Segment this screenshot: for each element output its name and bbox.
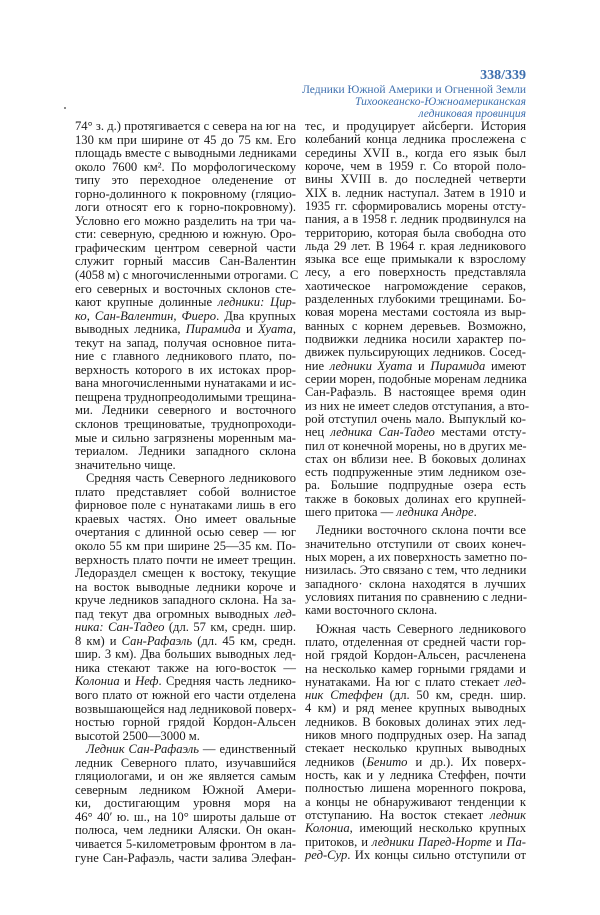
paragraph xyxy=(305,119,530,520)
text-run: ванных с корнем деревьев. Возможно, xyxy=(305,318,526,333)
text-run: на восток выводные ледники короче и xyxy=(75,579,296,594)
text-run: очертания с длинной осью север — юг xyxy=(75,525,296,540)
text-run: шир. 3 км). Два больших выводных лед- xyxy=(75,647,296,662)
italic-term: ник Стеффен xyxy=(305,688,383,703)
text-line xyxy=(75,608,296,622)
text-run: имеют xyxy=(485,358,526,373)
text-run: ной грядой Кордон-Альсен, расчленена xyxy=(305,648,526,663)
text-run: около 7600 км². По морфологическому xyxy=(75,159,296,174)
text-line xyxy=(75,418,296,432)
text-line xyxy=(75,120,296,134)
text-run: (дл. 50 км, средн. шир. xyxy=(382,688,526,703)
text-line xyxy=(305,538,526,551)
text-run: вана многочисленными нунатаками и ис- xyxy=(75,376,297,391)
text-line xyxy=(305,591,526,604)
text-line xyxy=(305,524,526,537)
text-run: Южная часть Северного ледникового xyxy=(316,621,526,636)
text-line xyxy=(75,852,296,866)
text-line xyxy=(75,486,296,500)
italic-term: ледника Сан-Тадео xyxy=(330,425,435,440)
text-line xyxy=(305,293,526,306)
text-line xyxy=(75,838,296,852)
text-run: отступанию. На восток стекает xyxy=(305,807,491,822)
text-run: фирновое поле с нунатаками лишь в его xyxy=(75,498,296,513)
text-run: XIX в. ледник наступал. Затем в 1910 и xyxy=(305,185,526,200)
text-line xyxy=(305,280,526,293)
text-line xyxy=(305,453,526,466)
text-run: 130 км при ширине от 45 до 75 км. Его xyxy=(75,132,296,147)
text-run: мые и сильно загрязнены моренным ма- xyxy=(75,430,296,445)
text-run: верхность которого в их истоках прор- xyxy=(75,362,296,377)
text-line xyxy=(305,782,526,795)
text-line xyxy=(75,432,296,446)
text-run: ковая морена местами состояла из выр- xyxy=(305,305,526,320)
italic-term: лед- xyxy=(504,674,526,689)
text-line xyxy=(75,242,296,256)
paragraph xyxy=(75,472,296,743)
text-line xyxy=(305,187,526,200)
text-line xyxy=(75,824,296,838)
text-run: возвышающейся над ледниковой поверх- xyxy=(75,701,297,716)
text-run: (4058 м) с многочисленными отрогами. С xyxy=(75,268,299,283)
text-run: и xyxy=(240,322,258,337)
text-run: краевых частях. Оно имеет овальные xyxy=(75,511,296,526)
text-line xyxy=(75,716,296,730)
text-run: шего притока — xyxy=(305,505,397,520)
text-line xyxy=(305,716,526,729)
text-run: ных морен, а их поверхность заметно по- xyxy=(305,550,528,564)
text-line xyxy=(75,459,296,473)
text-run: ность, как и у ледника Стеффен, почти xyxy=(305,768,526,782)
text-run: сти: северную, среднюю и южную. Оро- xyxy=(75,227,296,242)
text-line xyxy=(305,386,526,399)
text-line xyxy=(305,649,526,662)
text-run: значительно чище. xyxy=(75,457,176,472)
text-line xyxy=(75,445,296,459)
text-run: плато, отделенная от средней части гор- xyxy=(305,634,526,649)
text-line xyxy=(75,689,296,703)
text-line xyxy=(305,796,526,809)
text-line xyxy=(305,440,526,453)
text-line xyxy=(75,811,296,825)
text-run: текут на запад, получая основное пита- xyxy=(75,335,296,350)
text-run: ностью горной грядой Кордон-Альсен xyxy=(75,715,296,730)
text-run: значительно отступили от своих конеч- xyxy=(305,536,526,551)
paragraph xyxy=(75,119,299,472)
text-run: тес, и продуцирует айсберги. История xyxy=(305,119,526,133)
text-run: служит горный массив Сан-Валентин xyxy=(75,254,296,269)
text-run: верхность плато почти не имеет трещин. xyxy=(75,552,296,567)
text-run: ника стекают также на юго-восток — xyxy=(75,660,296,675)
text-run: 1935 гг. сформировались морены отсту- xyxy=(305,198,526,213)
italic-term: ко, Сан-Валентин, Фиеро xyxy=(75,308,217,323)
text-run: Средняя часть Северного ледникового xyxy=(86,471,296,486)
text-run: лесу, а его поверхность представляла xyxy=(305,265,526,280)
text-line xyxy=(75,404,296,418)
text-run: подвижки ледника носили характер по- xyxy=(305,332,526,346)
text-run: , имеющий несколько крупных xyxy=(349,821,526,836)
text-line xyxy=(75,621,296,635)
text-run: и xyxy=(491,834,507,849)
text-line xyxy=(75,554,296,568)
text-run: низилась. Это связано с тем, что ледники xyxy=(305,563,527,578)
text-line xyxy=(75,310,296,324)
text-line xyxy=(75,797,296,811)
text-line xyxy=(305,466,526,479)
text-line xyxy=(305,346,526,359)
text-line xyxy=(75,296,296,310)
text-line xyxy=(305,729,526,742)
text-line xyxy=(305,663,526,676)
text-run: гуне Сан-Рафаэль, части залива Элефан- xyxy=(75,850,296,865)
text-run: рой отступил очень мало. Выпуклый ко- xyxy=(305,411,526,426)
text-run: разделенных глубокими трещинами. Бо- xyxy=(305,292,526,307)
text-line xyxy=(75,350,296,364)
text-run: полностью лишена моренного покрова, xyxy=(305,781,526,796)
italic-term: ледника Андре xyxy=(396,505,474,520)
text-run: (дл. 57 км, средн. шир. xyxy=(164,620,296,635)
text-line xyxy=(75,147,296,161)
text-line xyxy=(75,228,296,242)
text-run: ледников ( xyxy=(305,754,367,769)
italic-term: Колониа xyxy=(305,821,350,836)
text-line xyxy=(305,306,526,319)
text-run: движек пульсирующих ледников. Сосед- xyxy=(305,345,526,360)
text-run: из них не имеет следов отступания, а вто- xyxy=(305,398,530,413)
text-run: ми. Ледники северного и восточного xyxy=(75,403,296,418)
text-run: вины XVIII в. до последней четверти xyxy=(305,172,526,187)
text-run: на несколько камер горными грядами и xyxy=(305,661,526,676)
text-run: площадь вместе с выводными ледниками xyxy=(75,146,297,161)
italic-term: Бенито xyxy=(366,754,408,769)
text-line xyxy=(75,174,296,188)
text-line xyxy=(75,255,296,269)
text-line xyxy=(75,134,296,148)
text-run: и xyxy=(412,358,431,373)
text-run: ние xyxy=(305,358,330,373)
text-line xyxy=(75,215,296,229)
running-header xyxy=(302,68,526,120)
text-run: ников много подпрудных озер. На запад xyxy=(305,728,526,743)
text-run: склонов трещиноватые, труднопроходи- xyxy=(75,417,296,432)
text-run: короче, чем в 1959 г. Со второй поло- xyxy=(305,158,526,173)
text-run: хаотическое нагромождение сераков, xyxy=(305,278,526,293)
italic-term: ред-Сур xyxy=(305,847,348,862)
text-run: . Их концы сильно отступили от xyxy=(347,847,526,862)
text-line xyxy=(305,756,526,769)
text-run: 8 км) и xyxy=(75,633,122,648)
text-line xyxy=(75,323,296,337)
text-run: северным ледником Южной Амери- xyxy=(75,782,296,797)
text-run: стах он вблизи нее. В боковых долинах xyxy=(305,451,526,466)
text-run: стекает несколько крупных выводных xyxy=(305,741,526,756)
text-run: Ледораздел смещен к востоку, текущие xyxy=(75,566,296,581)
text-line xyxy=(75,201,296,215)
text-line xyxy=(75,743,296,757)
text-run: 74° з. д.) протягивается с севера на юг на xyxy=(75,119,296,133)
text-line xyxy=(75,188,296,202)
text-run: ледник Северного плато, изучавшийся xyxy=(75,755,296,770)
italic-term: ника: Сан-Тадео xyxy=(75,620,165,635)
text-run: около 55 км при ширине 25—35 км. По- xyxy=(75,538,296,553)
text-line xyxy=(75,770,296,784)
text-run: также в боковых долинах его крупней- xyxy=(305,491,526,506)
text-run: местами отсту- xyxy=(434,425,527,440)
text-run: западного· склона находятся в лучших xyxy=(305,576,526,591)
text-line xyxy=(75,364,296,378)
text-line xyxy=(75,268,299,283)
text-run: кают крупные долинные xyxy=(75,295,218,310)
text-run: есть подпруженные этим ледником озе- xyxy=(305,465,526,480)
text-line xyxy=(305,240,526,253)
text-line xyxy=(75,513,296,527)
italic-term: Ледник Сан-Рафаэль xyxy=(86,742,199,757)
text-run: ра. Большие подпрудные озера есть xyxy=(305,478,526,493)
text-run: , xyxy=(292,322,296,337)
text-line xyxy=(75,581,296,595)
text-run: высотой 2500—3000 м. xyxy=(75,728,200,743)
text-line xyxy=(75,662,296,676)
text-run: ками восточного склона. xyxy=(305,603,438,618)
text-line xyxy=(305,200,526,213)
text-run: типу это переходное оледенение от xyxy=(75,173,296,188)
text-line xyxy=(305,849,526,862)
text-line xyxy=(305,479,526,492)
text-run: и xyxy=(119,674,136,689)
text-run: . xyxy=(473,505,477,520)
italic-term: Пирамида xyxy=(430,358,486,373)
text-line xyxy=(75,784,296,798)
text-line xyxy=(305,689,526,702)
text-run: колебаний конца ледника прослежена с xyxy=(305,132,526,147)
text-run: притоков, и xyxy=(305,834,372,849)
text-line xyxy=(75,377,296,391)
text-line xyxy=(75,283,296,297)
text-run: вого плато от южной его части отделена xyxy=(75,687,296,702)
text-run: Ледники восточного склона почти все xyxy=(316,523,526,538)
text-line xyxy=(305,636,526,649)
italic-term: Неф xyxy=(135,674,159,689)
print-speck xyxy=(64,107,66,109)
text-run: полюса, чем ледники Аляски. Он окан- xyxy=(75,823,296,838)
text-run: . Два крупных xyxy=(216,308,296,323)
text-run: его северных и восточных склонов сте- xyxy=(75,281,296,296)
italic-term: ледники Хуата xyxy=(329,358,413,373)
text-line xyxy=(305,147,526,160)
text-run: 4 км) и ряд менее крупных выводных xyxy=(305,701,526,716)
text-run: логи относят его к горно-покровному). xyxy=(75,200,296,215)
text-line xyxy=(75,540,296,554)
text-line xyxy=(305,578,526,591)
text-run: Условно его можно разделить на три ча- xyxy=(75,213,296,228)
text-run: гляциологами, и он же является самым xyxy=(75,769,296,784)
section-title: Ледники Южной Америки и Огненной Земли xyxy=(302,84,526,96)
italic-term: ледники: Цир- xyxy=(217,295,296,310)
text-column-left xyxy=(75,119,299,865)
paragraph xyxy=(75,743,296,865)
text-run: ние с главного ледникового плато, по- xyxy=(75,349,296,364)
text-line xyxy=(305,809,526,822)
text-line xyxy=(305,253,526,266)
text-line xyxy=(305,120,526,133)
italic-term: Па- xyxy=(506,834,526,849)
text-run: территорию, которая была свободна ото xyxy=(305,225,526,240)
text-line xyxy=(305,160,526,173)
text-run: чивается 5-километровым фронтом в ла- xyxy=(75,836,296,851)
text-run: графическим центром северной части xyxy=(75,240,296,255)
text-line xyxy=(305,551,526,564)
text-line xyxy=(75,161,296,175)
text-line xyxy=(305,426,526,439)
paragraph xyxy=(305,623,526,863)
text-run: (дл. 45 км, средн. xyxy=(192,633,296,648)
page-numbers: 338/339 xyxy=(480,68,526,83)
text-run: . Средняя часть леднико- xyxy=(158,674,296,689)
text-run: середины XVII в., когда его язык был xyxy=(305,145,526,160)
text-line xyxy=(75,675,296,689)
text-line xyxy=(75,730,296,744)
text-run: круче ледников западного склона. На за- xyxy=(75,593,296,608)
text-run: серии морен, подобные моренам ледника xyxy=(305,371,527,386)
text-line xyxy=(75,648,296,662)
text-line xyxy=(305,413,526,426)
text-run: — единственный xyxy=(198,742,296,757)
text-line xyxy=(75,567,296,581)
italic-term: ледник xyxy=(490,807,526,822)
text-line xyxy=(305,493,526,506)
italic-term: Хуата xyxy=(257,322,293,337)
text-line xyxy=(305,227,526,240)
italic-term: лед- xyxy=(274,606,296,621)
subsection-title-line1: Тихоокеанско-Южноамериканская xyxy=(355,96,526,108)
text-line xyxy=(305,836,526,849)
text-line xyxy=(75,472,296,486)
text-run: ледников. В боковых долинах этих лед- xyxy=(305,714,526,729)
paragraph xyxy=(305,524,526,617)
text-line xyxy=(305,373,526,386)
text-line xyxy=(75,757,296,771)
text-run: Сан-Рафаэль. В настоящее время один xyxy=(305,385,526,400)
text-run: пания, а в 1958 г. ледник продвинулся на xyxy=(305,212,526,227)
text-run: ки, достигающим уровня моря на xyxy=(75,796,296,811)
text-run: 46° 40′ ю. ш., на 10° широты дальше от xyxy=(75,809,296,824)
text-line xyxy=(305,604,526,617)
text-run: и др.). Их поверх- xyxy=(407,754,526,769)
text-run: выводных ледника, xyxy=(75,322,186,337)
text-line xyxy=(75,594,296,608)
text-line xyxy=(305,702,526,715)
text-line xyxy=(305,623,526,636)
text-line xyxy=(305,266,526,279)
italic-term: Колониа xyxy=(75,674,120,689)
italic-term: Сан-Рафаэль xyxy=(121,633,193,648)
text-line xyxy=(305,676,526,689)
text-line xyxy=(305,173,526,186)
text-line xyxy=(75,703,296,717)
subsection-title-line2: ледниковая провинция xyxy=(418,108,526,120)
text-line xyxy=(305,133,526,146)
text-run: льда 29 лет. В 1964 г. края ледникового xyxy=(305,238,526,253)
text-run: нец xyxy=(305,425,331,440)
italic-term: Пирамида xyxy=(185,322,241,337)
text-run: языка все еще примыкали к взрослому xyxy=(305,252,526,267)
text-run: а концы не обнаруживают тенденции к xyxy=(305,794,526,809)
text-line xyxy=(305,742,526,755)
text-line xyxy=(75,526,296,540)
text-line xyxy=(305,822,526,835)
text-run: пад текут два огромных выводных xyxy=(75,606,275,621)
text-line xyxy=(305,333,526,346)
text-run: плато представляет собой волнистое xyxy=(75,484,296,499)
text-line xyxy=(75,499,296,513)
text-run: пил от конечной морены, но в других ме- xyxy=(305,438,527,453)
text-line xyxy=(75,635,296,649)
text-line xyxy=(75,337,296,351)
text-line xyxy=(305,360,526,373)
text-run: нунатаками. На юг с плато стекает xyxy=(305,674,505,689)
text-line xyxy=(305,398,530,413)
text-line xyxy=(305,213,526,226)
text-run: горно-долинного к покровному (гляцио- xyxy=(75,186,296,201)
text-line xyxy=(75,391,296,405)
text-run: териалом. Ледники западного склона xyxy=(75,444,296,459)
text-line xyxy=(305,506,526,519)
text-run: пещрена труднопреодолимыми трещина- xyxy=(75,389,297,404)
text-line xyxy=(305,320,526,333)
italic-term: ледники Паред-Норте xyxy=(371,834,492,849)
text-line xyxy=(305,769,526,782)
text-run: условиях питания по сравнению с ледни- xyxy=(305,589,528,604)
text-line xyxy=(305,564,526,577)
text-column-right xyxy=(305,119,530,862)
